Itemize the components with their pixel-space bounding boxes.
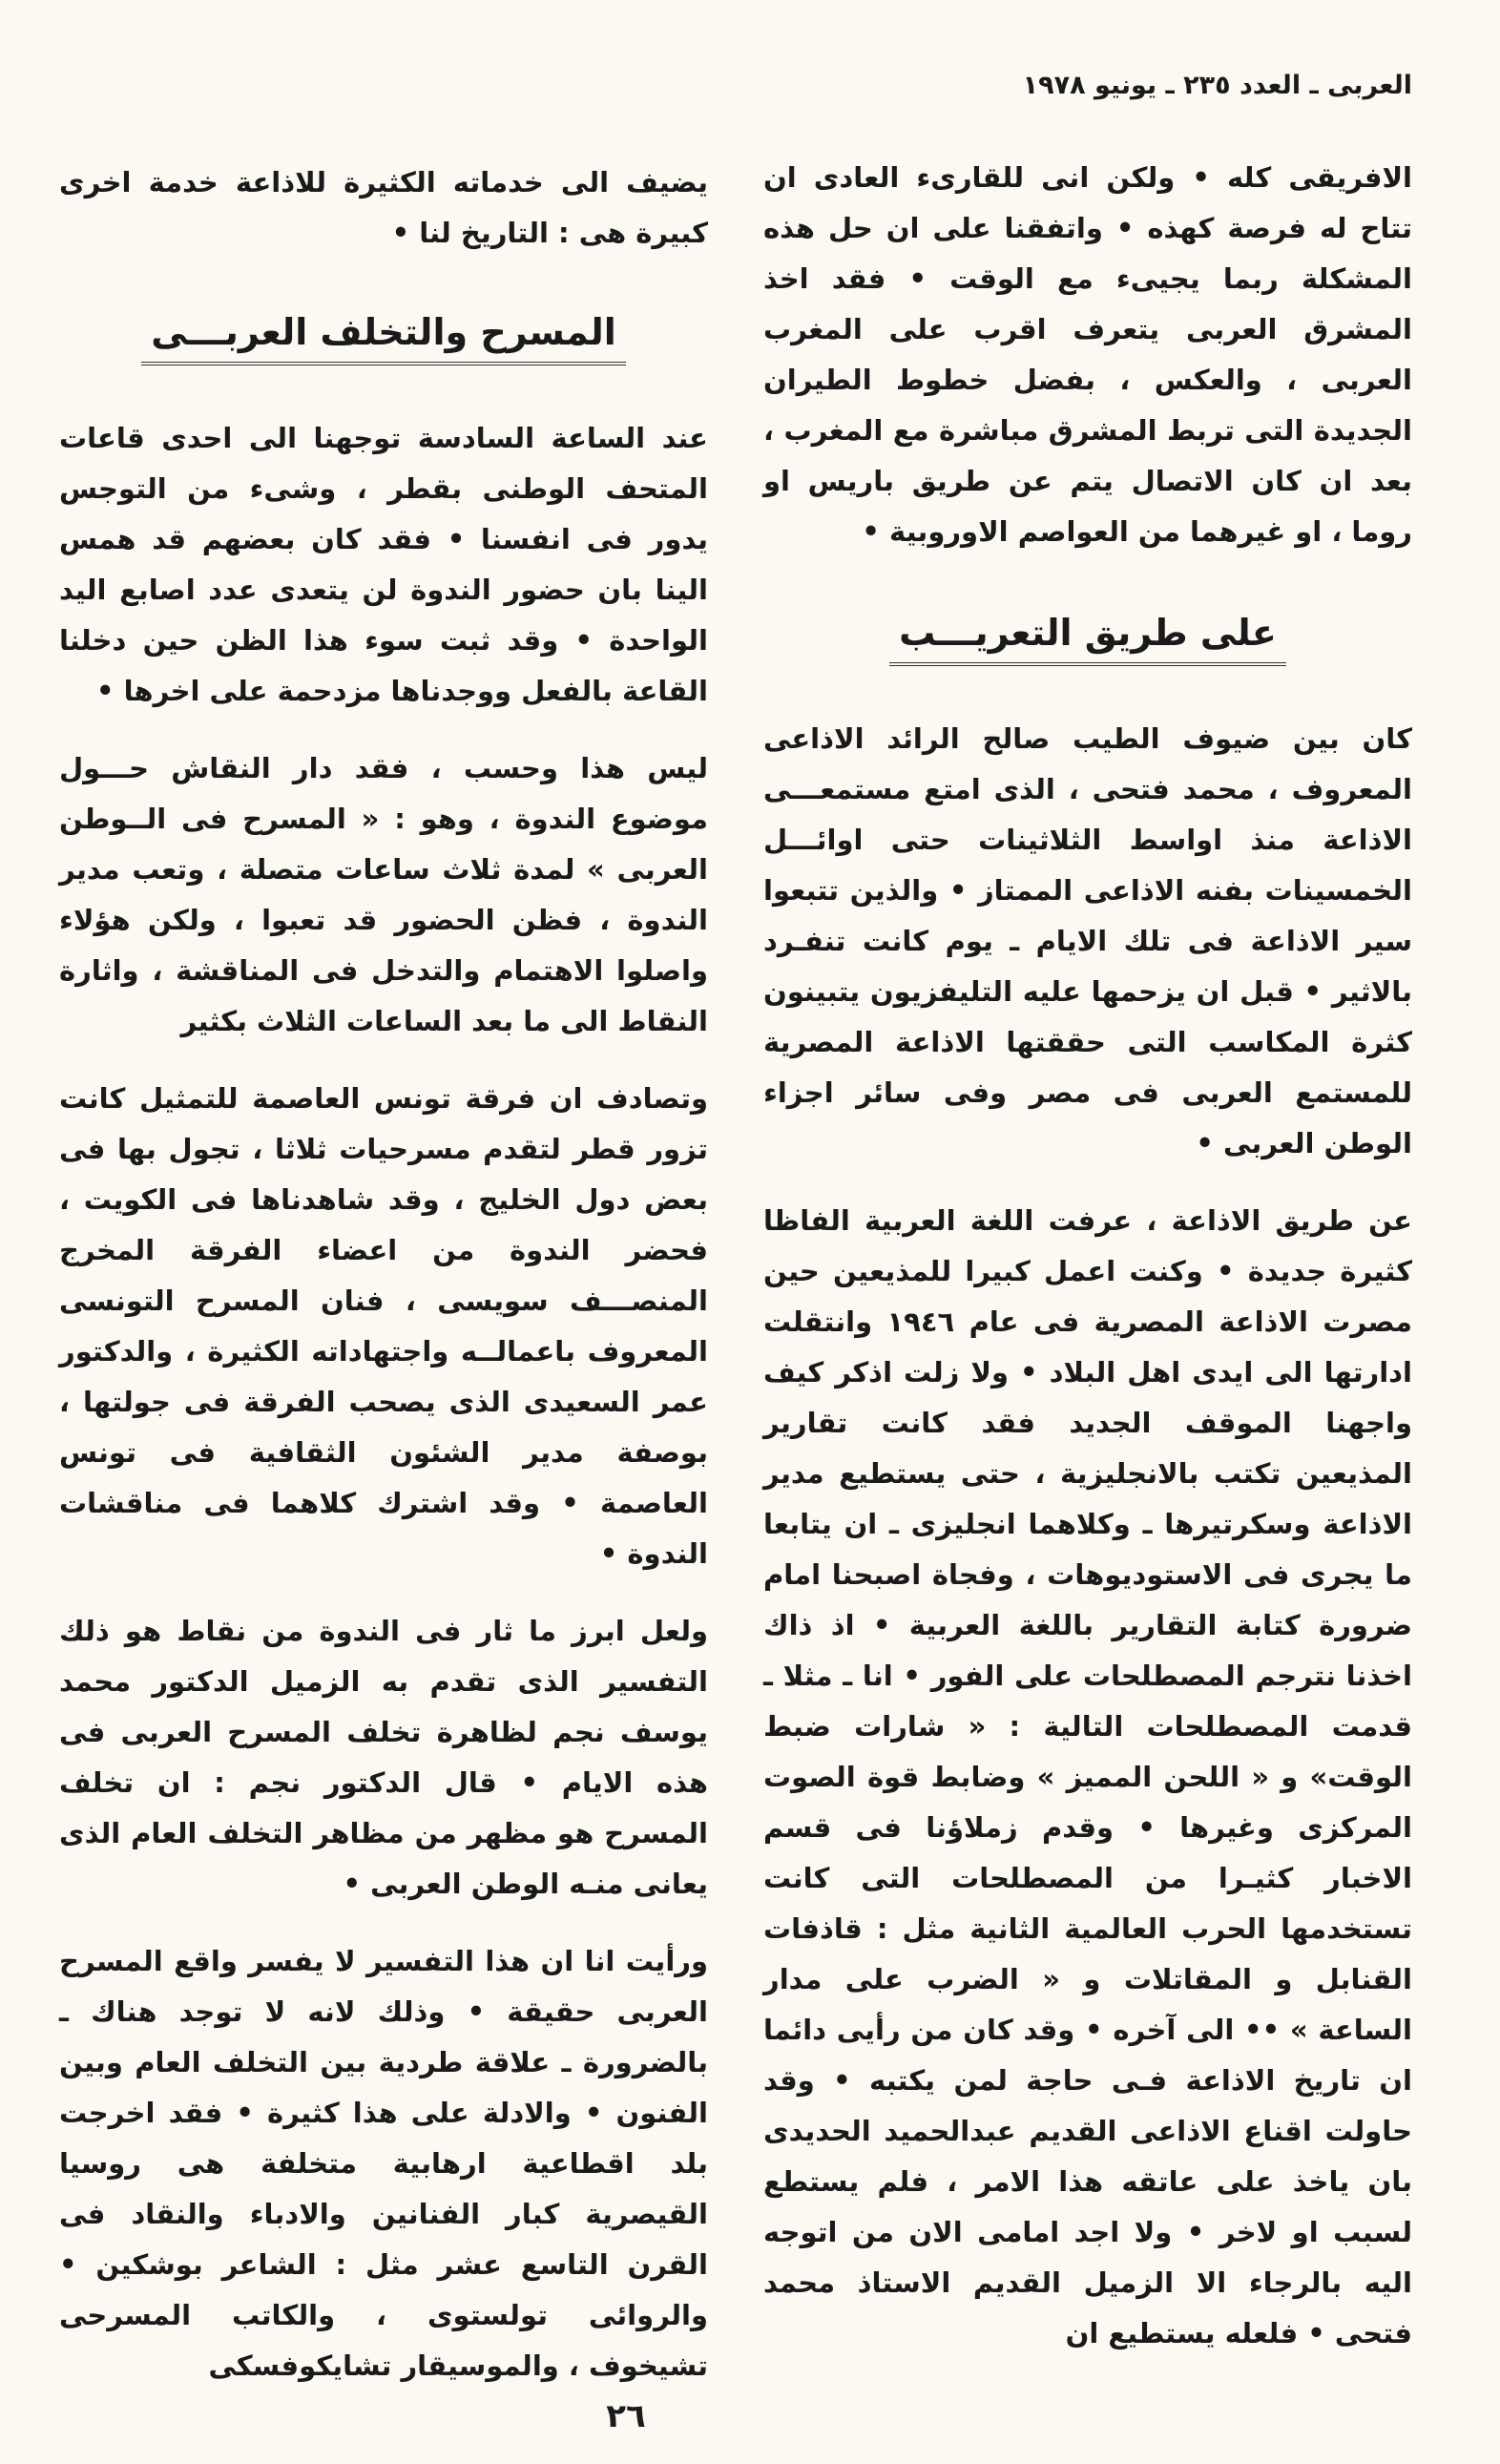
paragraph: ولعل ابرز ما ثار فى الندوة من نقاط هو ذلك التفسير الذى تقدم به الزميل الدكتور محمد يوسف نجم لظاهرة تخلف المسرح العربى فى هذه الايام • قال الدكتور نجم : ان تخلف المسرح هو مظهر من مظاهر التخلف العام الذى يعانى منـه الوطن العربى • <box>59 1615 708 1900</box>
paragraph: كان بين ضيوف الطيب صالح الرائد الاذاعى المعروف ، محمد فتحى ، الذى امتع مستمعـــى الاذاعة منذ اواسط الثلاثينات حتى اوائـــل الخمسينات بفنه الاذاعى الممتاز • والذين تتبعوا سير الاذاعة فى تلك الايام ـ يوم كانت تنفـرد بالاثير • قبل ان يزحمها عليه التليفزيون يتبينون كثرة المكاسب التى حققتها الاذاعة المصرية للمستمع العربى فى مصر وفى سائر اجزاء الوطن العربى • <box>763 722 1412 1159</box>
paragraph: ورأيت انا ان هذا التفسير لا يفسر واقع المسرح العربى حقيقة • وذلك لانه لا توجد هناك ـ بالضرورة ـ علاقة طردية بين التخلف العام وبين الفنون • والادلة على هذا كثيرة • فقد اخرجت بلد اقطاعية ارهابية متخلفة هى روسيا القيصرية كبار الفنانين والادباء والنقاد فى القرن التاسع عشر مثل : الشاعر بوشكين • والروائى تولستوى ، والكاتب المسرحى تشيخوف ، والموسيقار تشايكوفسكى <box>59 1945 708 2382</box>
paragraph: ليس هذا وحسب ، فقد دار النقاش حـــول موضوع الندوة ، وهو : « المسرح فى الــوطن العربى » لمدة ثلاث ساعات متصلة ، وتعب مدير الندوة ، فظن الحضور قد تعبوا ، ولكن هؤلاء واصلوا الاهتمام والتدخل فى المناقشة ، واثارة النقاط الى ما بعد الساعات الثلاث بكثير <box>59 752 708 1037</box>
paragraph: يضيف الى خدماته الكثيرة للاذاعة خدمة اخرى كبيرة هى : التاريخ لنا • <box>59 166 708 249</box>
heading-text: على طريق التعريـــب <box>889 609 1286 666</box>
heading-text: المسرح والتخلف العربـــى <box>141 308 626 365</box>
section-heading <box>763 609 1412 666</box>
paragraph: عند الساعة السادسة توجهنا الى احدى قاعات المتحف الوطنى بقطر ، وشىء من التوجس يدور فى انفسنا • فقد كان بعضهم قد همس الينا بان حضور الندوة لن يتعدى عدد اصابع اليد الواحدة • وقد ثبت سوء هذا الظن حين دخلنا القاعة بالفعل ووجدناها مزدحمة على اخرها • <box>59 422 708 707</box>
paragraph: وتصادف ان فرقة تونس العاصمة للتمثيل كانت تزور قطر لتقدم مسرحيات ثلاثا ، تجول بها فى بعض دول الخليج ، وقد شاهدناها فى الكويت ، فحضر الندوة من اعضاء الفرقة المخرج المنصـــف سويسى ، فنان المسرح التونسى المعروف باعمالــه واجتهاداته الكثيرة ، والدكتور عمر السعيدى الذى يصحب الفرقة فى جولتها ، بوصفة مدير الشئون الثقافية فى تونس العاصمة • وقد اشترك كلاهما فى مناقشات الندوة • <box>59 1082 708 1570</box>
section-heading <box>59 308 708 365</box>
running-head: العربى ـ العدد ٢٣٥ ـ يونيو ١٩٧٨ <box>1022 71 1412 100</box>
right-column <box>763 153 1412 2386</box>
paragraph: عن طريق الاذاعة ، عرفت اللغة العربية الفاظا كثيرة جديدة • وكنت اعمل كبيرا للمذيعين حين مصرت الاذاعة المصرية فى عام ١٩٤٦ وانتقلت ادارتها الى ايدى اهل البلاد • ولا زلت اذكر كيف واجهنا الموقف الجديد فقد كانت تقارير المذيعين تكتب بالانجليزية ، حتى يستطيع مدير الاذاعة وسكرتيرها ـ وكلاهما انجليزى ـ ان يتابعا ما يجرى فى الاستوديوهات ، وفجاة اصبحنا امام ضرورة كتابة التقارير باللغة العربية • اذ ذاك اخذنا نترجم المصطلحات على الفور • انا ـ مثلا ـ قدمت المصطلحات التالية : « شارات ضبط الوقت» و « اللحن المميز » وضابط قوة الصوت المركزى وغيرها • وقدم زملاؤنا فى قسم الاخبار كثيـرا من المصطلحات التى كانت تستخدمها الحرب العالمية الثانية مثل : قاذفات القنابل و المقاتلات و « الضرب على مدار الساعة » •• الى آخره • وقد كان من رأيى دائما ان تاريخ الاذاعة فـى حاجة لمن يكتبه • وقد حاولت اقناع الاذاعى القديم عبدالحميد الحديدى بان ياخذ على عاتقه هذا الامر ، فلم يستطع لسبب او لاخر • ولا اجد امامى الان من اتوجه اليه بالرجاء الا الزميل القديم الاستاذ محمد فتحى • فلعله يستطيع ان <box>763 1204 1413 2349</box>
left-column <box>59 157 708 2418</box>
paragraph: الافريقى كله • ولكن انى للقارىء العادى ان تتاح له فرصة كهذه • واتفقنا على ان حل هذه المشكلة ربما يجيىء مع الوقت • فقد اخذ المشرق العربى يتعرف اقرب على المغرب العربى ، والعكس ، بفضل خطوط الطيران الجديدة التى تربط المشرق مباشرة مع المغرب ، بعد ان كان الاتصال يتم عن طريق باريس او روما ، او غيرهما من العواصم الاوروبية • <box>763 161 1412 548</box>
page-number: ٢٦ <box>606 2397 646 2435</box>
